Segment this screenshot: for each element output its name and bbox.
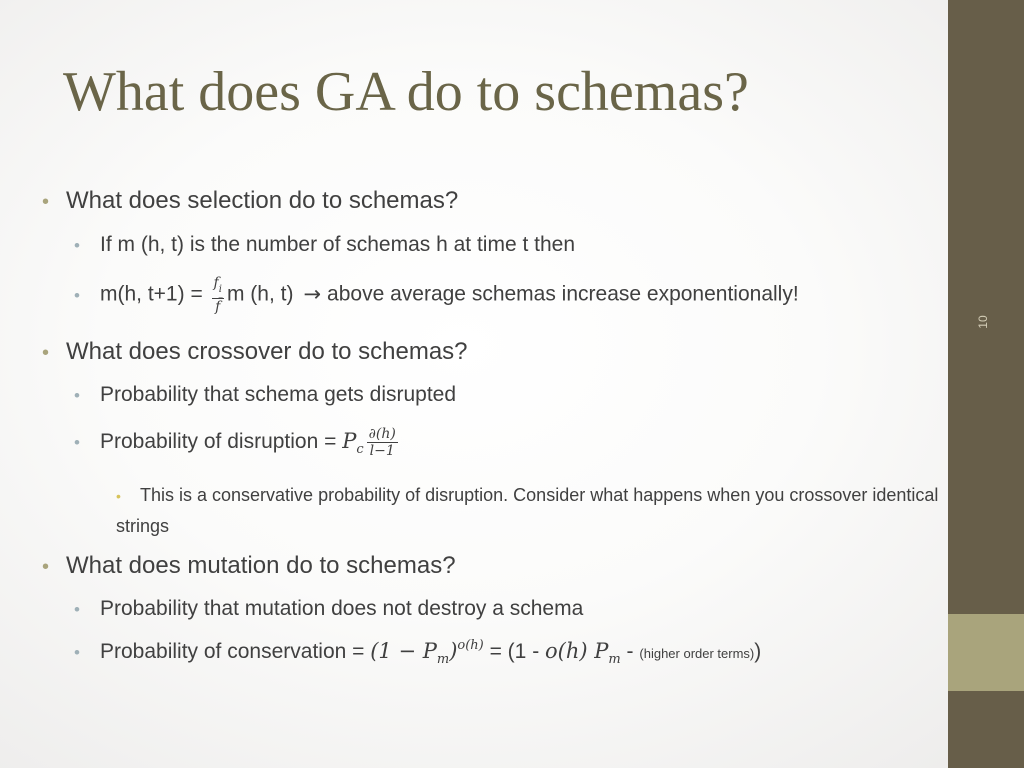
order-term — [545, 639, 621, 667]
sub-bullet-text: Probability that mutation does not destroy a schema — [100, 597, 584, 620]
slide-number: 10 — [976, 315, 990, 329]
bullet-dot-icon: • — [74, 285, 80, 305]
expr-end: ) — [754, 640, 762, 663]
formula-mid: m (h, t) — [226, 282, 294, 306]
formula-prefix: Probability of conservation = — [100, 640, 371, 663]
expr-sub: m — [436, 652, 450, 667]
symbol-p-sub: c — [356, 442, 364, 458]
bullet-dot-icon: • — [42, 342, 50, 364]
order-term-text: o(h) P — [545, 639, 609, 663]
bullet-selection-text: What does selection do to schemas? — [66, 187, 459, 214]
formula-suffix: above average schemas increase exponentionally! — [327, 282, 799, 306]
sub-bullet-text: Probability that schema gets disrupted — [100, 383, 457, 406]
sub-bullet-text: If m (h, t) is the number of schemas h at time t then — [100, 233, 576, 256]
bullet-dot-icon: • — [74, 236, 80, 255]
bullet-crossover-text: What does crossover do to schemas? — [66, 338, 468, 365]
fraction-numerator-sub: i — [218, 284, 222, 295]
bullet-selection — [42, 187, 458, 215]
bullet-dot-icon: • — [74, 600, 80, 619]
bullet-dot-icon: • — [42, 556, 50, 578]
crossover-probability-symbol — [342, 429, 364, 458]
sub-sub-bullet-note — [116, 480, 976, 541]
higher-order-terms: (higher order terms) — [639, 646, 755, 661]
bullet-dot-icon: • — [74, 386, 80, 405]
fitness-fraction — [212, 275, 224, 315]
expr-sup: o(h) — [457, 638, 484, 653]
sub-bullet-crossover-1 — [74, 383, 456, 407]
symbol-p: P — [342, 429, 357, 454]
sub-bullet-mutation-2 — [74, 638, 761, 667]
bullet-dot-icon: • — [116, 488, 121, 504]
expr-close: ) — [449, 639, 458, 663]
formula-prefix: m(h, t+1) = — [100, 282, 209, 306]
sub-bullet-selection-2 — [74, 275, 799, 315]
expr-open: (1 − P — [370, 639, 437, 663]
sub-bullet-mutation-1 — [74, 597, 583, 621]
bullet-crossover — [42, 338, 468, 366]
fraction-denominator: l−1 — [369, 443, 395, 459]
bullet-dot-icon: • — [42, 191, 50, 213]
conservation-expression — [370, 638, 484, 667]
expr-minus: - — [620, 640, 640, 663]
fraction-denominator: f̄ — [215, 299, 221, 315]
note-text: This is a conservative probability of disruption. Consider what happens when you crossover identical strings — [116, 485, 939, 536]
bullet-mutation-text: What does mutation do to schemas? — [66, 552, 456, 579]
right-arrow-icon: → — [303, 281, 322, 306]
slide-title: What does GA do to schemas? — [63, 61, 749, 123]
bullet-mutation — [42, 552, 456, 580]
formula-prefix: Probability of disruption = — [100, 430, 343, 454]
bullet-dot-icon: • — [74, 433, 80, 453]
fraction-numerator: f — [213, 275, 219, 291]
bullet-dot-icon: • — [74, 643, 80, 662]
expr-equals: = (1 - — [483, 640, 546, 663]
sub-bullet-selection-1 — [74, 233, 575, 257]
fraction-numerator: ∂(h) — [368, 426, 396, 442]
disruption-fraction — [367, 426, 398, 459]
order-term-sub: m — [608, 652, 621, 667]
sub-bullet-crossover-2 — [74, 426, 401, 459]
